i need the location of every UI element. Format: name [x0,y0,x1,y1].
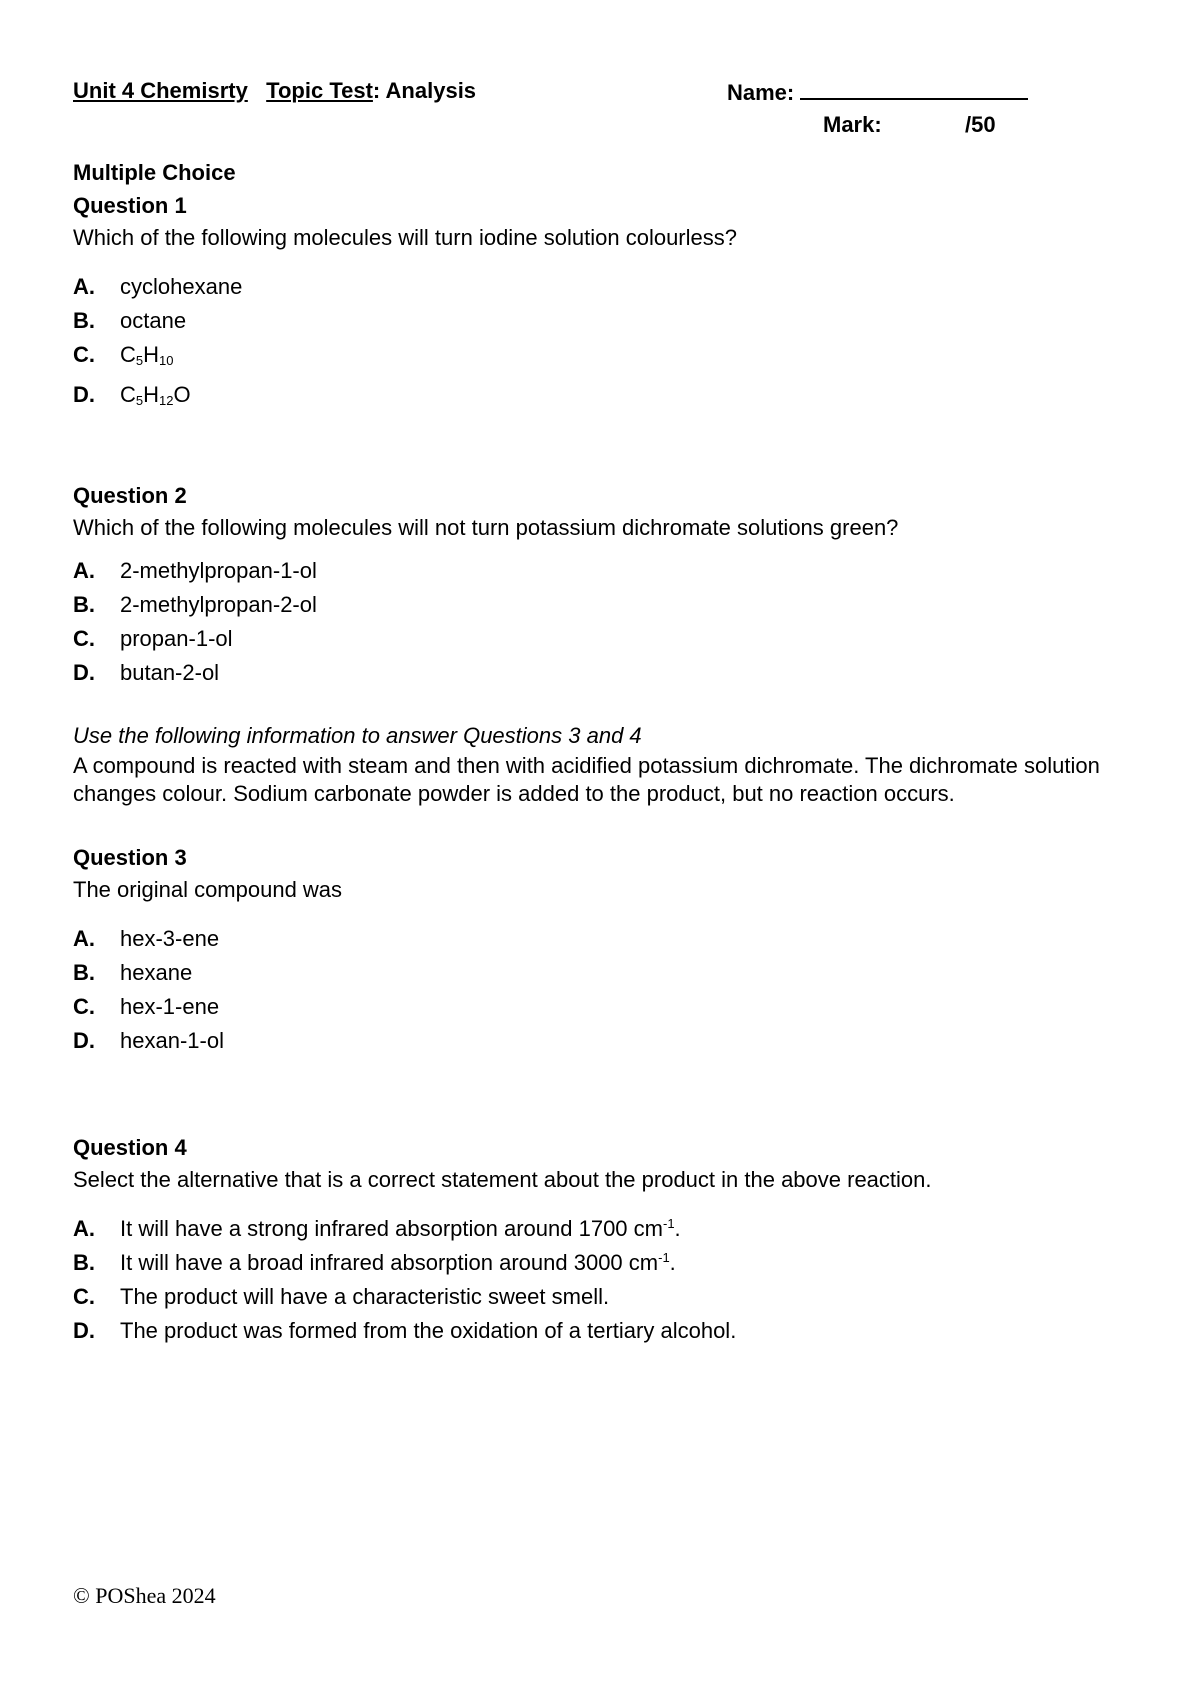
name-field [727,78,1028,106]
test-page [73,78,1133,1348]
mark-total: /50 [965,112,996,137]
q4-option-b[interactable]: B. It will have a broad infrared absorption around 3000 $cm^{-1}$. [73,1250,676,1275]
formula-c5h10: $C_5H_{10}$ [120,342,174,368]
question-4-options [73,1212,1133,1348]
topic-name: : Analysis [372,78,477,103]
q4-option-c[interactable]: C. The product will have a characteristic sweet smell. [73,1284,610,1309]
q4-option-a[interactable]: A. It will have a strong infrared absorption around 1700 $cm^{-1}$. [73,1216,681,1241]
info-text: A compound is reacted with steam and then with acidified potassium dichromate. The dichromate solution changes colour. Sodium carbonate powder is added to the product, but no reaction occurs. [73,753,1100,806]
q4-option-d[interactable]: D. The product was formed from the oxidation of a tertiary alcohol. [73,1318,737,1343]
q3-option-c[interactable]: C. hex-1-ene [73,994,220,1019]
question-2-text: Which of the following molecules will not turn potassium dichromate solutions green? [73,515,899,540]
mark-label: Mark: [823,112,882,137]
q2-option-c[interactable]: C. propan-1-ol [73,626,233,651]
q1-option-c[interactable]: C. $C_5H_{10}$ [73,338,1133,378]
question-2-title: Question 2 [73,483,187,508]
question-3-text: The original compound was [73,877,343,902]
question-1-title: Question 1 [73,193,187,218]
name-blank-line[interactable] [800,78,1028,100]
q3-option-a[interactable]: A. hex-3-ene [73,926,220,951]
section-title: Multiple Choice [73,160,236,185]
question-1-options [73,270,1133,418]
q2-option-b[interactable]: B. 2-methylpropan-2-ol [73,592,317,617]
q2-option-a[interactable]: A. 2-methylpropan-1-ol [73,558,317,583]
header [73,78,1133,156]
question-4-text: Select the alternative that is a correct statement about the product in the above reaction. [73,1167,932,1192]
q1-option-b[interactable]: B. octane [73,308,187,333]
question-1-text: Which of the following molecules will turn iodine solution colourless? [73,225,737,250]
question-3-title: Question 3 [73,845,187,870]
q2-option-d[interactable]: D. butan-2-ol [73,660,220,685]
unit-title: Unit 4 Chemisrty [73,78,248,103]
q3-option-b[interactable]: B. hexane [73,960,193,985]
test-title [73,78,476,104]
info-instruction: Use the following information to answer Questions 3 and 4 [73,723,642,748]
topic-test-label: Topic Test [266,78,373,103]
mark-field [823,112,996,138]
question-4-title: Question 4 [73,1135,187,1160]
q1-option-d[interactable]: D. $C_5H_{12}O$ [73,378,1133,418]
name-label: Name: [727,80,795,105]
q1-option-a[interactable]: A. cyclohexane [73,274,243,299]
question-2-options [73,554,1133,690]
copyright-footer: © POShea 2024 [73,1583,216,1608]
question-3-options [73,922,1133,1058]
q3-option-d[interactable]: D. hexan-1-ol [73,1028,224,1053]
formula-c5h12o: $C_5H_{12}O$ [120,382,191,408]
